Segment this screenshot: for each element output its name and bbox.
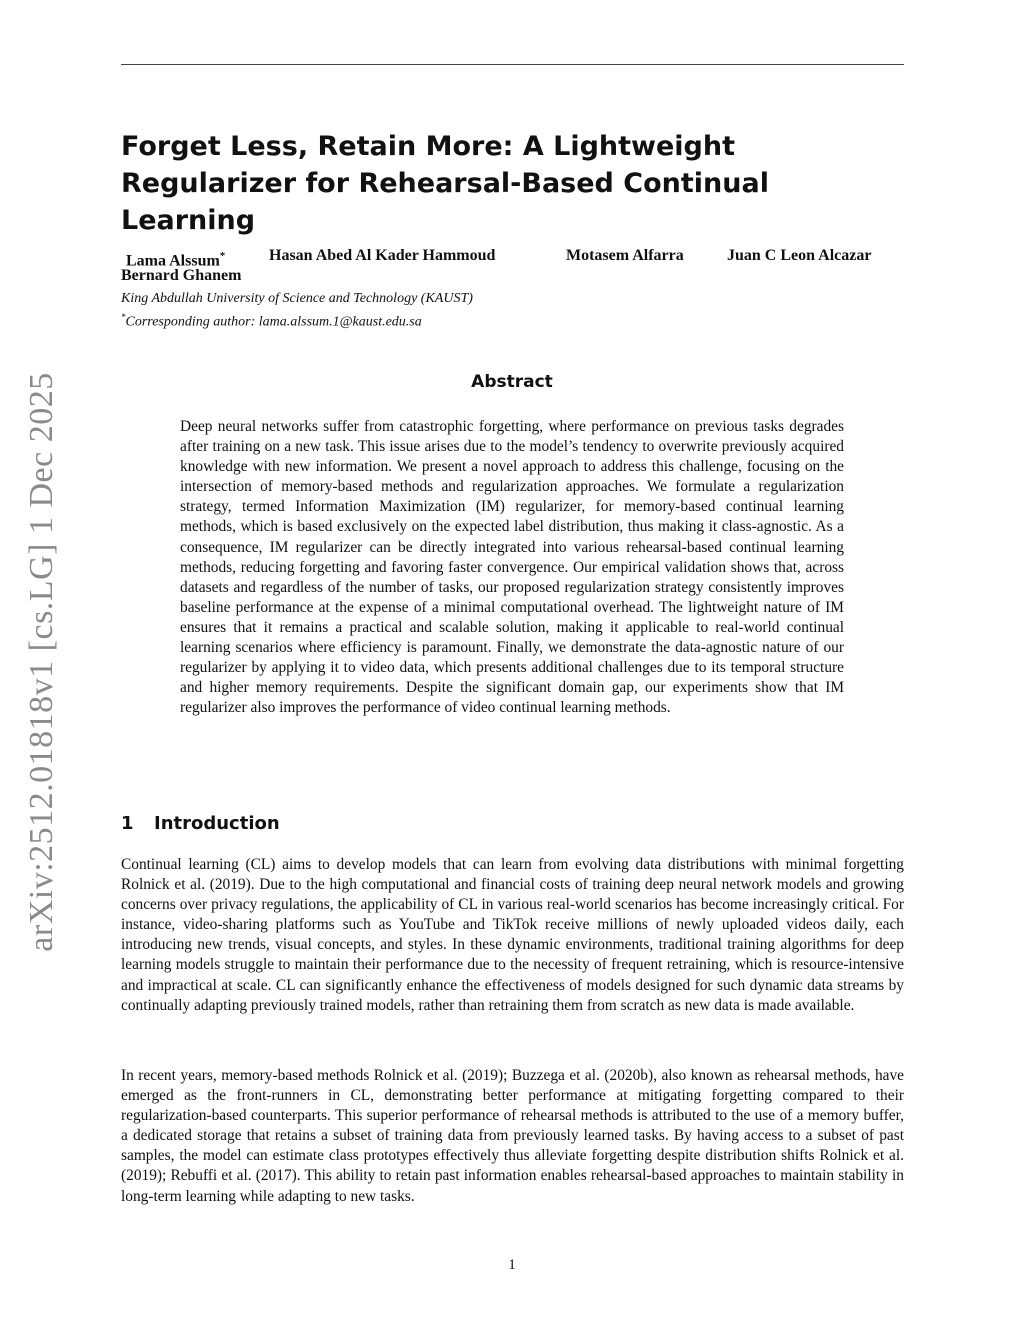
author-name: Motasem Alfarra (566, 247, 684, 264)
author-name: Hasan Abed Al Kader Hammoud (269, 247, 496, 264)
affiliation: King Abdullah University of Science and Technology (KAUST) (121, 291, 473, 306)
author-name: Juan C Leon Alcazar (727, 247, 872, 264)
abstract-heading: Abstract (471, 372, 553, 392)
body-paragraph: In recent years, memory-based methods Rolnick et al. (2019); Buzzega et al. (2020b), also known as rehearsal methods, have emerged as the front-runners in CL, demonstrating better performance at mitigating forgetting compared to their regularization-based counterparts. This superior performance of rehearsal methods is attributed to the use of a memory buffer, a dedicated storage that retains a subset of training data from previously learned tasks. By having access to a subset of past samples, the model can estimate class prototypes effectively thus alleviate forgetting despite distribution shifts Rolnick et al. (2019); Rebuffi et al. (2017). This ability to retain past information enables rehearsal-based approaches to maintain stability in long-term learning while adapting to new tasks. (121, 1067, 904, 1205)
affiliation-block (121, 290, 473, 332)
abstract-text: Deep neural networks suffer from catastrophic forgetting, where performance on previous tasks degrades after training on a new task. This issue arises due to the model’s tendency to overwrite previously acquired knowledge with new information. We present a novel approach to address this challenge, focusing on the intersection of memory-based methods and regularization approaches. We formulate a regularization strategy, termed Information Maximization (IM) regularizer, for memory-based continual learning methods, which is based exclusively on the expected label distribution, thus making it class-agnostic. As a consequence, IM regularizer can be directly integrated into various rehearsal-based continual learning methods, reducing forgetting and favoring faster convergence. Our empirical validation shows that, across datasets and regardless of the number of tasks, our proposed regularization strategy consistently improves baseline performance at the expense of a minimal computational overhead. The lightweight nature of IM ensures that it remains a practical and scalable solution, making it applicable to real-world continual learning scenarios where efficiency is paramount. Finally, we demonstrate the data-agnostic nature of our regularizer by applying it to video data, which presents additional challenges due to its temporal structure and higher memory requirements. Despite the significant domain gap, our experiments show that IM regularizer also improves the performance of video continual learning methods. (180, 418, 844, 717)
section-title: Introduction (154, 813, 280, 834)
corresponding-mark: * (219, 250, 226, 262)
section-number: 1 (121, 813, 134, 834)
section-heading (121, 813, 280, 834)
paper-title: Forget Less, Retain More: A Lightweight Regularizer for Rehearsal-Based Continual Learning (121, 131, 769, 236)
author-name: Bernard Ghanem (121, 267, 242, 284)
author-name: Lama Alssum* (126, 250, 226, 270)
top-rule (121, 64, 904, 65)
page-number: 1 (508, 1257, 516, 1273)
correspondence-note: *Corresponding author: lama.alssum.1@kaust.edu.sa (121, 312, 422, 330)
arxiv-identifier[interactable]: arXiv:2512.01818v1 [cs.LG] 1 Dec 2025 (23, 372, 60, 952)
body-paragraph: Continual learning (CL) aims to develop models that can learn from evolving data distributions with minimal forgetting Rolnick et al. (2019). Due to the high computational and financial costs of training deep neural network models and growing concerns over privacy regulations, the applicability of CL in various real-world scenarios has become increasingly critical. For instance, video-sharing platforms such as YouTube and TikTok receive millions of newly uploaded videos daily, each introducing new trends, visual concepts, and styles. In these dynamic environments, traditional training algorithms for deep learning models struggle to maintain their performance due to the necessity of frequent retraining, which is resource-intensive and impractical at scale. CL can significantly enhance the effectiveness of models designed for such dynamic data streams by continually adapting previously trained models, rather than retraining them from scratch as new data is made available. (121, 856, 904, 1014)
